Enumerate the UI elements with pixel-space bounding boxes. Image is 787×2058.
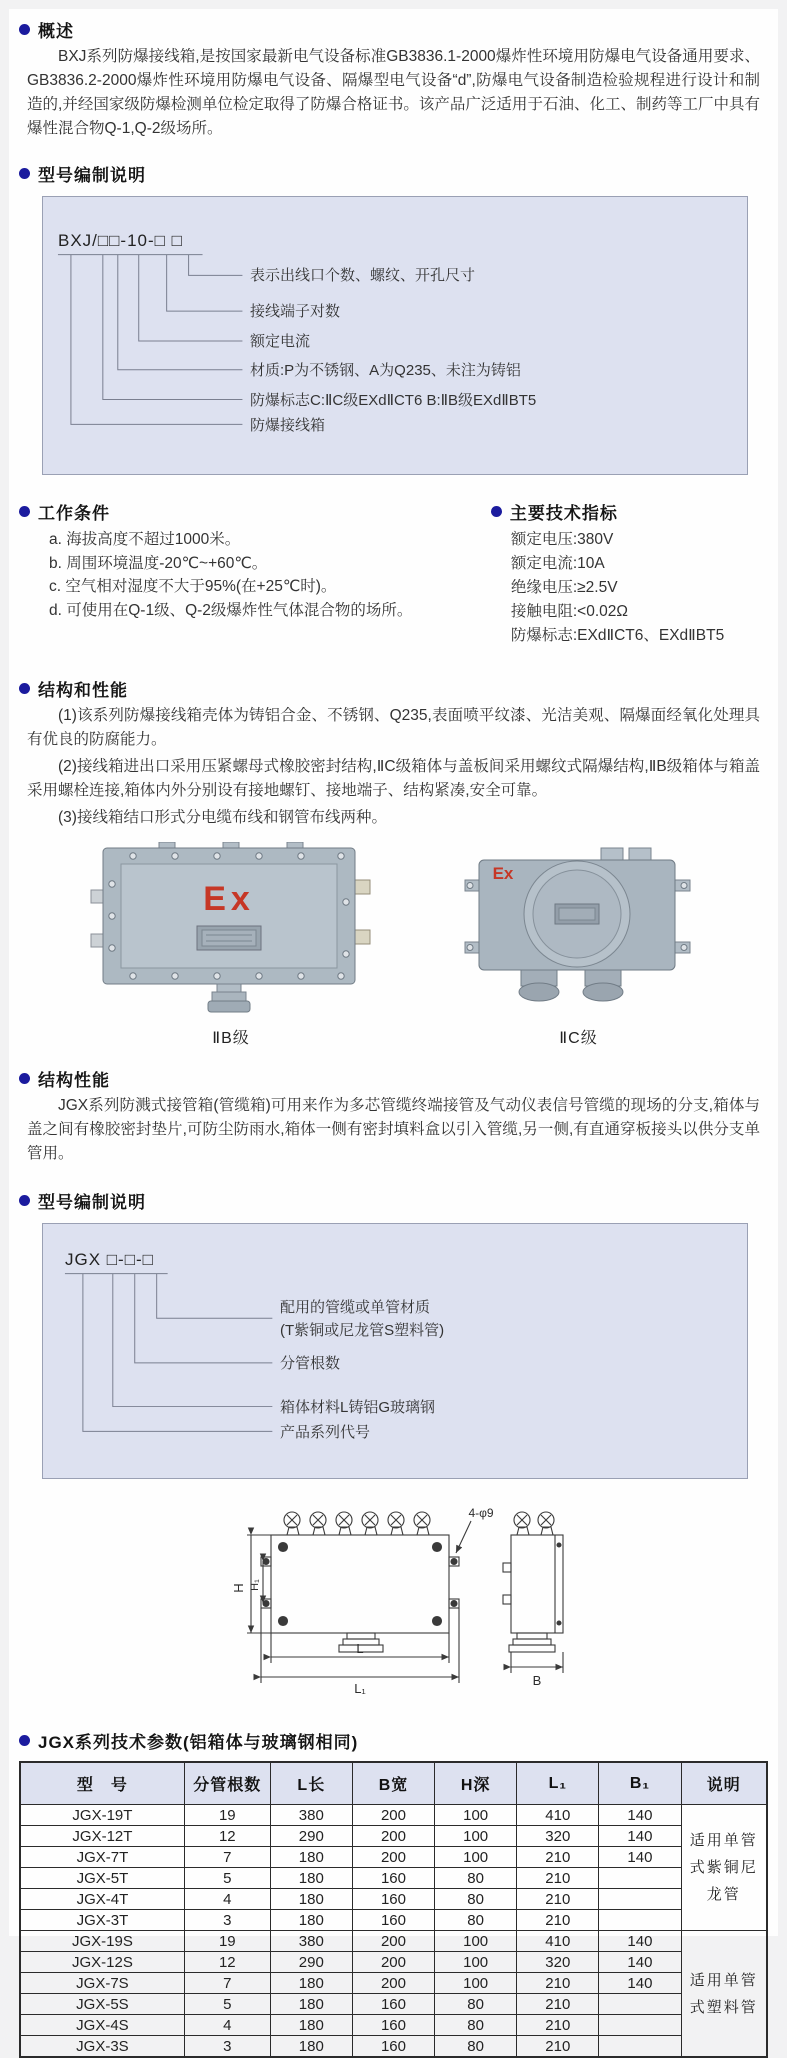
table-cell: 140 — [599, 1805, 681, 1826]
model-label: 箱体材料L铸铝G玻璃钢 — [280, 1399, 436, 1416]
table-cell: 290 — [270, 1826, 352, 1847]
model-jgx-title: 型号编制说明 — [38, 1193, 146, 1212]
table-cell: 80 — [435, 2036, 517, 2058]
table-header-row — [20, 1762, 767, 1805]
table-cell: 160 — [352, 1868, 434, 1889]
spec-table-title: JGX系列技术参数(铝箱体与玻璃钢相同) — [38, 1733, 359, 1752]
bullet-icon — [19, 683, 30, 694]
spec-item: 绝缘电压:≥2.5V — [510, 579, 618, 596]
table-cell: JGX-12S — [20, 1952, 184, 1973]
col-header-l1: L₁ — [517, 1762, 599, 1805]
col-header-b1: B₁ — [599, 1762, 681, 1805]
table-cell: 200 — [352, 1847, 434, 1868]
structure-title: 结构和性能 — [38, 681, 128, 700]
table-cell: JGX-7T — [20, 1847, 184, 1868]
model-label: 分管根数 — [280, 1355, 341, 1372]
table-cell: 100 — [435, 1931, 517, 1952]
table-cell — [599, 1994, 681, 2015]
table-cell: 290 — [270, 1952, 352, 1973]
table-cell: 4 — [184, 2015, 270, 2036]
product-photos — [19, 842, 768, 1048]
section-working-conditions — [19, 499, 491, 648]
table-cell: 12 — [184, 1826, 270, 1847]
table-cell: 210 — [517, 2015, 599, 2036]
overview-body: BXJ系列防爆接线箱,是按国家最新电气设备标准GB3836.1-2000爆炸性环境用防爆电气设备通用要求、GB3836.2-2000爆炸性环境用防爆电气设备、隔爆型电气设备“d”,防爆电气设备制造检验规程进行设计和制造的,并经国家级防爆检测单位检定取得了防爆合格证书。该产品广泛适用于石油、化工、制药等工厂中具有爆性混合物Q-1,Q-2级场所。 — [27, 48, 760, 137]
table-cell: 320 — [517, 1826, 599, 1847]
table-row — [20, 2036, 767, 2058]
section-title-working-conditions — [19, 499, 491, 524]
spec-item: 额定电流:10A — [510, 555, 605, 572]
table-cell: 80 — [435, 2015, 517, 2036]
dimension-drawing-svg — [159, 1495, 629, 1707]
table-cell: 320 — [517, 1952, 599, 1973]
model-diagram-jgx — [42, 1223, 748, 1479]
model-diagram-bxj — [42, 196, 748, 475]
dim-label-b: B — [532, 1673, 541, 1688]
section-model-bxj — [19, 161, 768, 475]
col-header-model: 型 号 — [20, 1762, 184, 1805]
table-cell: 160 — [352, 1910, 434, 1931]
table-cell: 210 — [517, 1994, 599, 2015]
table-cell: 5 — [184, 1868, 270, 1889]
table-cell: 210 — [517, 1847, 599, 1868]
section-title-overview — [19, 17, 768, 42]
junction-box-photo-iic — [459, 846, 699, 1014]
table-cell: 380 — [270, 1805, 352, 1826]
model-label: 防爆标志C:ⅡC级EXdⅡCT6 B:ⅡB级EXdⅡBT5 — [250, 392, 537, 409]
table-cell: 210 — [517, 1868, 599, 1889]
page-content — [9, 9, 778, 2055]
condition-item: a. 海拔高度不超过1000米。 — [49, 531, 241, 548]
table-cell: JGX-4T — [20, 1889, 184, 1910]
table-cell: 410 — [517, 1931, 599, 1952]
section-title-tech-specs — [491, 499, 768, 524]
table-note-s: 适用单管式塑料管 — [681, 1931, 767, 2058]
bullet-icon — [491, 506, 502, 517]
section-structure — [19, 676, 768, 830]
bullet-icon — [19, 506, 30, 517]
section-tech-specs — [491, 499, 768, 648]
spec-item: 防爆标志:EXdⅡCT6、EXdⅡBT5 — [510, 627, 725, 644]
table-note-t: 适用单管式紫铜尼龙管 — [681, 1805, 767, 1931]
col-header-tubes: 分管根数 — [184, 1762, 270, 1805]
table-cell: 410 — [517, 1805, 599, 1826]
table-cell: 180 — [270, 1994, 352, 2015]
table-cell: JGX-3T — [20, 1910, 184, 1931]
table-cell — [599, 2036, 681, 2058]
dim-label-l1: L₁ — [353, 1681, 366, 1696]
table-cell: JGX-19S — [20, 1931, 184, 1952]
tech-specs-list — [491, 528, 768, 648]
condition-item: c. 空气相对湿度不大于95%(在+25℃时)。 — [49, 578, 337, 595]
table-cell: 3 — [184, 1910, 270, 1931]
table-row — [20, 1952, 767, 1973]
table-cell: JGX-7S — [20, 1973, 184, 1994]
section-title-structure — [19, 676, 768, 701]
table-cell: 180 — [270, 2036, 352, 2058]
section-model-jgx — [19, 1188, 768, 1479]
table-cell: 200 — [352, 1952, 434, 1973]
table-cell: 160 — [352, 1889, 434, 1910]
table-cell: 160 — [352, 1994, 434, 2015]
col-header-b: B宽 — [352, 1762, 434, 1805]
table-cell: 7 — [184, 1847, 270, 1868]
section-title-model-bxj — [19, 161, 768, 186]
table-cell: 210 — [517, 1973, 599, 1994]
table-cell: 100 — [435, 1952, 517, 1973]
model-label: 接线端子对数 — [250, 303, 341, 320]
working-conditions-title: 工作条件 — [38, 504, 110, 523]
tech-specs-title: 主要技术指标 — [509, 504, 618, 523]
table-cell: 80 — [435, 1994, 517, 2015]
dim-label-l: L — [355, 1641, 364, 1656]
structure-paragraph: (1)该系列防爆接线箱壳体为铸铝合金、不锈钢、Q235,表面喷平纹漆、光洁美观、隔爆面经氧化处理具有优良的防腐能力。 — [27, 707, 760, 748]
figure-caption-iib: ⅡB级 — [212, 1030, 250, 1047]
spec-item: 额定电压:380V — [510, 531, 614, 548]
table-cell: 140 — [599, 1847, 681, 1868]
condition-item: d. 可使用在Q-1级、Q-2级爆炸性气体混合物的场所。 — [49, 601, 413, 619]
section-spec-table — [19, 1728, 768, 2058]
splash-body: JGX系列防溅式接管箱(管缆箱)可用来作为多芯管缆终端接管及气动仪表信号管缆的现场的分支,箱体与盖之间有橡胶密封垫片,可防尘防雨水,箱体一侧有密封填料盒以引入管缆,另一侧,有直通穿板接头以供分支单管用。 — [27, 1097, 760, 1162]
table-row — [20, 1931, 767, 1952]
table-cell: 140 — [599, 1973, 681, 1994]
table-row — [20, 1973, 767, 1994]
model-label: 额定电流 — [250, 333, 311, 350]
figure-iic — [459, 846, 699, 1048]
table-cell: JGX-3S — [20, 2036, 184, 2058]
table-cell: 180 — [270, 1868, 352, 1889]
splash-title: 结构性能 — [38, 1071, 110, 1090]
table-row — [20, 1868, 767, 1889]
table-cell: 100 — [435, 1826, 517, 1847]
dim-label-h1: H₁ — [248, 1579, 261, 1591]
spec-item: 接触电阻:<0.02Ω — [510, 603, 628, 620]
table-cell: 140 — [599, 1826, 681, 1847]
figure-iib — [89, 842, 374, 1048]
table-row — [20, 1889, 767, 1910]
table-cell: 140 — [599, 1952, 681, 1973]
table-cell: 180 — [270, 1973, 352, 1994]
section-title-model-jgx — [19, 1188, 768, 1213]
conditions-specs-row — [19, 499, 768, 648]
table-cell: 160 — [352, 2036, 434, 2058]
model-label: 材质:P为不锈钢、A为Q235、未注为铸铝 — [250, 362, 521, 379]
table-cell — [599, 1868, 681, 1889]
table-row — [20, 1994, 767, 2015]
condition-item: b. 周围环境温度-20℃~+60℃。 — [49, 554, 268, 572]
table-cell: 180 — [270, 1889, 352, 1910]
model-label: 防爆接线箱 — [250, 417, 326, 434]
table-row — [20, 1910, 767, 1931]
table-cell: 210 — [517, 1889, 599, 1910]
model-bxj-title: 型号编制说明 — [38, 166, 146, 185]
table-cell: JGX-5T — [20, 1868, 184, 1889]
section-title-spec-table — [19, 1728, 768, 1753]
table-cell: JGX-19T — [20, 1805, 184, 1826]
col-header-l: L长 — [270, 1762, 352, 1805]
table-cell: 12 — [184, 1952, 270, 1973]
ex-marking: Ex — [492, 864, 513, 883]
table-cell: JGX-12T — [20, 1826, 184, 1847]
table-row — [20, 1847, 767, 1868]
table-cell: 200 — [352, 1931, 434, 1952]
table-cell: 80 — [435, 1868, 517, 1889]
holes-annotation: 4-φ9 — [467, 1506, 494, 1520]
section-title-splash — [19, 1066, 768, 1091]
table-cell: JGX-5S — [20, 1994, 184, 2015]
model-code-bxj: BXJ/□□-10-□ □ — [58, 231, 183, 250]
table-cell: 5 — [184, 1994, 270, 2015]
table-cell: 4 — [184, 1889, 270, 1910]
model-label: 表示出线口个数、螺纹、开孔尺寸 — [250, 267, 476, 284]
table-cell: 160 — [352, 2015, 434, 2036]
bullet-icon — [19, 1073, 30, 1084]
model-label: 产品系列代号 — [280, 1424, 371, 1441]
table-cell: 380 — [270, 1931, 352, 1952]
table-cell — [599, 1889, 681, 1910]
table-cell: 19 — [184, 1931, 270, 1952]
table-cell: 210 — [517, 1910, 599, 1931]
table-cell: 140 — [599, 1931, 681, 1952]
table-cell: 100 — [435, 1973, 517, 1994]
table-cell: 100 — [435, 1805, 517, 1826]
table-cell — [599, 2015, 681, 2036]
table-cell: 19 — [184, 1805, 270, 1826]
bullet-icon — [19, 24, 30, 35]
table-cell: 210 — [517, 2036, 599, 2058]
model-label: (T紫铜或尼龙管S塑料管) — [280, 1322, 445, 1339]
col-header-note: 说明 — [681, 1762, 767, 1805]
bullet-icon — [19, 1195, 30, 1206]
table-cell: 180 — [270, 2015, 352, 2036]
structure-paragraph: (2)接线箱进出口采用压紧螺母式橡胶密封结构,ⅡC级箱体与盖板间采用螺纹式隔爆结构,ⅡB级箱体与箱盖采用螺栓连接,箱体内外分别设有接地螺钉、接地端子、结构紧凑,安全可靠。 — [27, 758, 760, 799]
dim-label-h: H — [230, 1583, 246, 1593]
table-row — [20, 1805, 767, 1826]
specs-table — [19, 1761, 768, 2058]
table-row — [20, 2015, 767, 2036]
section-splash-performance — [19, 1066, 768, 1166]
table-cell: JGX-4S — [20, 2015, 184, 2036]
model-code-jgx: JGX □-□-□ — [65, 1250, 154, 1269]
table-cell: 7 — [184, 1973, 270, 1994]
ex-marking: Ex — [202, 880, 255, 918]
table-row — [20, 1826, 767, 1847]
table-cell: 3 — [184, 2036, 270, 2058]
table-cell: 100 — [435, 1847, 517, 1868]
col-header-h: H深 — [435, 1762, 517, 1805]
table-cell: 180 — [270, 1910, 352, 1931]
junction-box-photo-iib — [89, 842, 374, 1014]
structure-paragraph: (3)接线箱结口形式分电缆布线和钢管布线两种。 — [58, 809, 387, 826]
table-cell: 80 — [435, 1889, 517, 1910]
table-cell — [599, 1910, 681, 1931]
table-cell: 200 — [352, 1826, 434, 1847]
table-cell: 80 — [435, 1910, 517, 1931]
overview-title: 概述 — [38, 22, 74, 41]
dimension-drawing — [159, 1495, 629, 1712]
table-cell: 180 — [270, 1847, 352, 1868]
model-label: 配用的管缆或单管材质 — [280, 1299, 431, 1316]
figure-caption-iic: ⅡC级 — [559, 1030, 598, 1047]
table-cell: 200 — [352, 1805, 434, 1826]
working-conditions-list — [19, 528, 491, 622]
bullet-icon — [19, 168, 30, 179]
table-cell: 200 — [352, 1973, 434, 1994]
section-overview — [19, 17, 768, 141]
bullet-icon — [19, 1735, 30, 1746]
